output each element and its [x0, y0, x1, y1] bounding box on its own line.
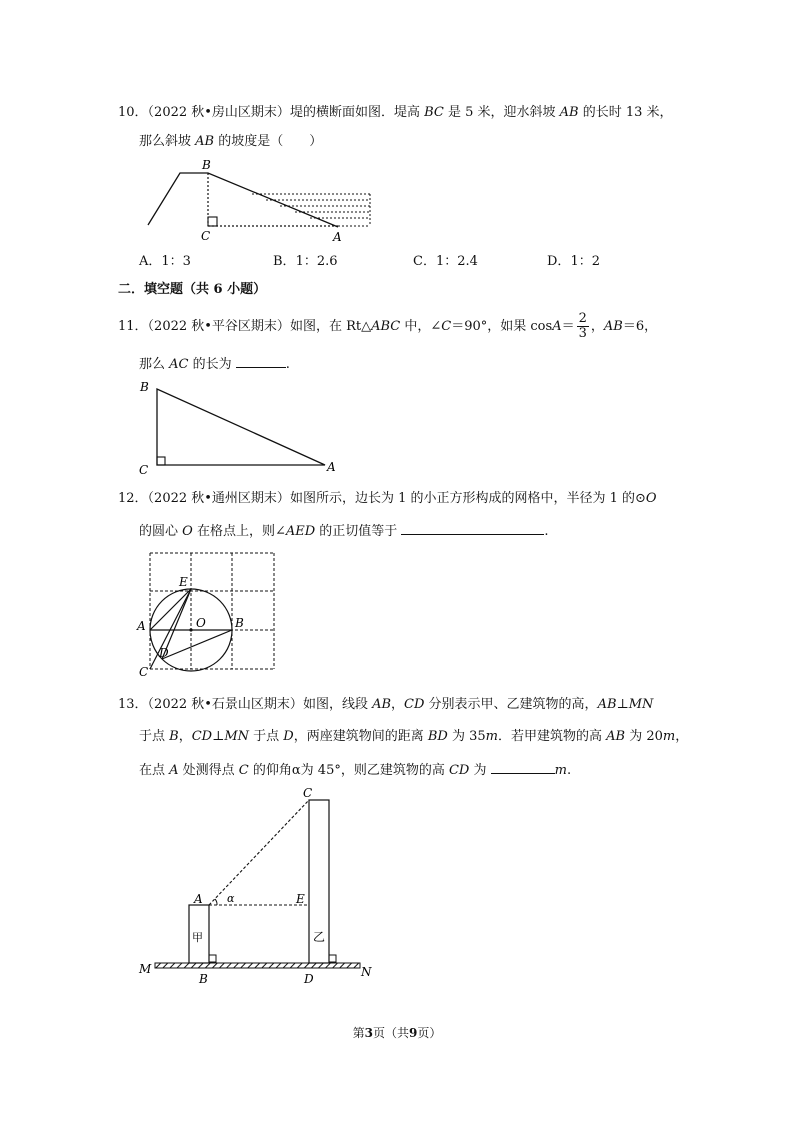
q13-label-c: C — [303, 786, 313, 800]
q11-number: 11． — [118, 319, 148, 334]
q13-label-m: M — [139, 962, 152, 976]
q10-number: 10． — [118, 105, 148, 120]
q13-line3: 在点 A 处测得点 C 的仰角α为 45°，则乙建筑物的高 CD 为 m. — [139, 759, 571, 781]
q13-label-d: D — [304, 972, 314, 986]
q10-source: （2022 秋•房山区期末） — [147, 105, 290, 120]
q11-label-a: A — [327, 460, 336, 474]
q10-option-c[interactable]: C．1：2.4 — [413, 254, 478, 269]
q13-label-a: A — [194, 892, 203, 906]
q10-line2: 那么斜坡 AB 的坡度是（ ） — [139, 134, 323, 149]
q12-center-dot — [189, 628, 192, 631]
q13-right-angle-b — [209, 955, 216, 962]
q11-right-angle-mark — [157, 457, 165, 465]
q11-source: （2022 秋•平谷区期末） — [147, 319, 290, 334]
q10-label-b: B — [202, 158, 211, 172]
page-footer: 第3页（共9页） — [352, 1026, 442, 1040]
q13-source: （2022 秋•石景山区期末） — [147, 697, 303, 712]
section-2-title: 二．填空题（共 6 小题） — [118, 282, 267, 297]
q13-label-jia: 甲 — [192, 931, 203, 944]
q13-buildings-figure — [135, 783, 380, 993]
q13-label-b: B — [199, 972, 208, 986]
q13-sight-line-ac — [209, 800, 309, 905]
page-total: 9 — [409, 1026, 418, 1040]
q11-answer-blank[interactable] — [236, 353, 286, 368]
q12-segment-ce — [150, 589, 191, 669]
q13-label-n: N — [361, 965, 372, 979]
q12-label-c: C — [139, 665, 149, 676]
page-number: 3 — [364, 1026, 373, 1040]
q10-option-b[interactable]: B．1：2.6 — [273, 254, 338, 269]
q12-label-a: A — [137, 619, 146, 633]
q12-line2: 的圆心 O 在格点上，则∠AED 的正切值等于 . — [139, 520, 549, 542]
q13-answer-blank[interactable] — [491, 759, 555, 774]
q10-line1: 10．（2022 秋•房山区期末）堤的横断面如图．堤高 BC 是 5 米，迎水斜坡 AB 的长时 13 米， — [118, 105, 673, 120]
q10-label-c: C — [201, 229, 211, 243]
q13-label-yi: 乙 — [313, 930, 326, 944]
q10-option-d[interactable]: D．1：2 — [547, 254, 600, 269]
q13-label-e: E — [296, 892, 305, 906]
q13-line2: 于点 B，CD⊥MN 于点 D，两座建筑物间的距离 BD 为 35m．若甲建筑物的高 AB 为 20m， — [139, 729, 689, 744]
q10-dam-figure — [140, 155, 380, 245]
q12-label-o: O — [196, 616, 206, 630]
q11-label-c: C — [139, 463, 149, 477]
q13-right-angle-d — [329, 955, 336, 962]
q10-option-a[interactable]: A．1：3 — [139, 254, 191, 269]
q10-label-a: A — [333, 230, 342, 244]
q13-angle-arc — [215, 899, 217, 905]
q13-label-alpha: α — [227, 892, 235, 905]
q12-label-e: E — [179, 575, 188, 589]
q12-label-b: B — [235, 616, 244, 630]
q11-line1: 11．（2022 秋•平谷区期末）如图，在 Rt△ABC 中，∠C＝90°，如果 cosA＝ $\frac{2}{3}$ ，AB＝6， — [118, 311, 658, 341]
q13-ground — [155, 963, 360, 968]
q13-number: 13． — [118, 697, 148, 712]
q12-label-d: D — [159, 646, 169, 660]
q11-line2: 那么 AC 的长为 . — [139, 353, 290, 375]
q10-dam-outline — [148, 173, 338, 227]
q12-number: 12． — [118, 491, 148, 506]
q10-right-angle-mark — [208, 217, 217, 226]
q12-grid-circle-figure — [135, 546, 285, 676]
q13-line1: 13．（2022 秋•石景山区期末）如图，线段 AB，CD 分别表示甲、乙建筑物的高，AB⊥MN — [118, 697, 654, 712]
q12-line1: 12．（2022 秋•通州区期末）如图所示，边长为 1 的小正方形构成的网格中，半径为 1 的⊙O — [118, 491, 657, 506]
q12-answer-blank[interactable] — [401, 520, 544, 535]
q11-triangle — [157, 389, 325, 465]
q12-source: （2022 秋•通州区期末） — [147, 491, 290, 506]
q11-label-b: B — [140, 380, 149, 394]
q11-triangle-figure — [135, 377, 345, 477]
q11-fraction: $\frac{2}{3}$ — [578, 311, 587, 341]
